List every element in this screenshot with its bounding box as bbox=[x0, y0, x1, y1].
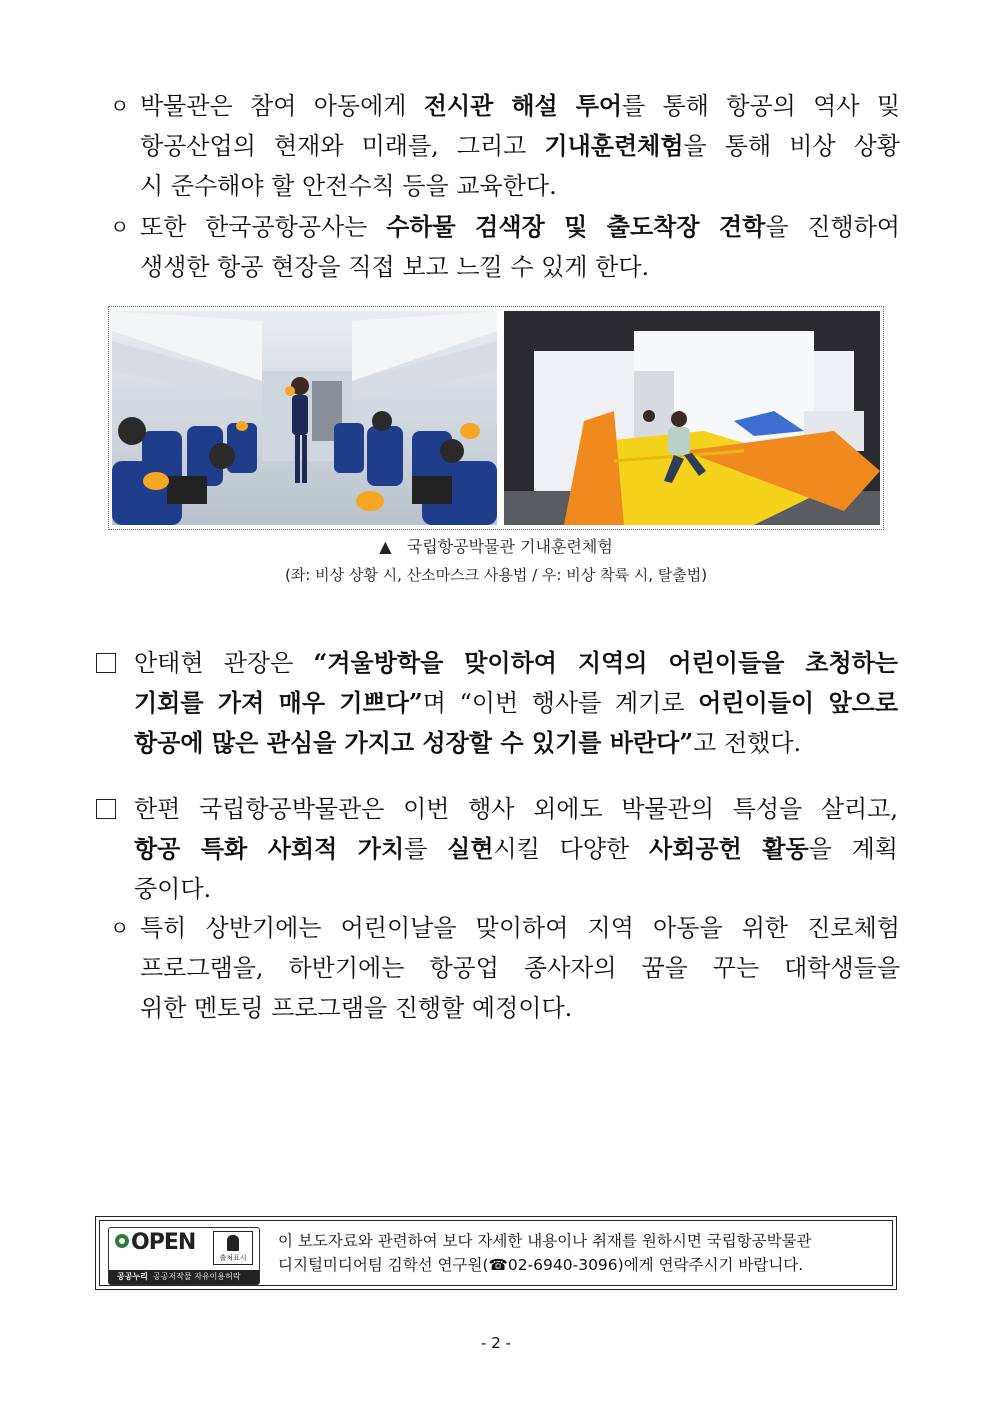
text-line: 시 준수해야 할 안전수칙 등을 교육한다. bbox=[140, 172, 557, 200]
page-number: - 2 - bbox=[481, 1334, 511, 1352]
text-line bbox=[134, 648, 898, 678]
photo-frame bbox=[108, 306, 884, 530]
text-line: 위한 멘토링 프로그램을 진행할 예정이다. bbox=[140, 994, 573, 1022]
text-run: 며 “이번 행사를 계기로 bbox=[422, 689, 699, 717]
bold-run: 항공 특화 사회적 가치 bbox=[134, 834, 405, 863]
open-circle-icon bbox=[115, 1234, 129, 1248]
bold-run: 전시관 해설 투어 bbox=[423, 91, 623, 120]
person-icon bbox=[227, 1235, 239, 1251]
text-line: 특히 상반기에는 어린이날을 맞이하여 지역 아동을 위한 진로체험 bbox=[140, 914, 900, 942]
text-run: 또한 한국공항공사는 bbox=[140, 213, 387, 241]
triangle-marker: ▲ bbox=[379, 537, 392, 556]
text-line bbox=[140, 212, 900, 242]
text-line: 중이다. bbox=[134, 875, 212, 903]
text-line bbox=[134, 834, 898, 864]
text-run: 을 통해 비상 상황 bbox=[683, 132, 900, 160]
contact-inner-border bbox=[99, 1220, 893, 1286]
text-run: 시킬 다양한 bbox=[493, 835, 650, 863]
bullet-circle: ㅇ bbox=[110, 916, 130, 940]
photo-slide-training bbox=[504, 311, 880, 525]
text-run: 을 계획 bbox=[808, 835, 898, 863]
bold-run: 기회를 가져 매우 기쁘다” bbox=[134, 688, 423, 717]
text-line bbox=[140, 91, 900, 121]
attribution-label: 출처표시 bbox=[219, 1254, 247, 1262]
photo-caption-subtitle: (좌: 비상 상황 시, 산소마스크 사용법 / 우: 비상 착륙 시, 탈출법) bbox=[284, 566, 708, 584]
text-line bbox=[134, 728, 801, 758]
bold-run: 어린이들이 앞으로 bbox=[698, 688, 898, 717]
contact-line: 이 보도자료와 관련하여 보다 자세한 내용이나 취재를 원하시면 국립항공박물관 bbox=[278, 1232, 812, 1250]
square-bullet bbox=[96, 799, 116, 819]
photo-caption bbox=[0, 534, 992, 557]
bullet-circle: ㅇ bbox=[110, 215, 130, 239]
license-footer-desc: 공공저작물 자유이용허락 bbox=[153, 1272, 241, 1281]
slide-illustration bbox=[504, 311, 880, 525]
text-run: 를 통해 항공의 역사 및 bbox=[622, 92, 901, 120]
kogl-license-badge bbox=[108, 1227, 260, 1285]
photo-cabin-training bbox=[112, 311, 497, 525]
bold-run: 수하물 검색장 및 출도착장 견학 bbox=[386, 212, 766, 241]
bold-run: 실현 bbox=[447, 834, 494, 863]
text-run: 안태현 관장은 bbox=[134, 649, 314, 677]
text-line bbox=[140, 131, 900, 161]
text-run: 박물관은 참여 아동에게 bbox=[140, 92, 424, 120]
text-run: 고 전했다. bbox=[693, 729, 802, 757]
contact-line: 디지털미디어팀 김학선 연구원(☎02-6940-3096)에게 연락주시기 바랍니다. bbox=[278, 1256, 804, 1274]
attribution-badge bbox=[213, 1231, 253, 1265]
bold-run: 사회공헌 활동 bbox=[649, 834, 809, 863]
text-line: 한편 국립항공박물관은 이번 행사 외에도 박물관의 특성을 살리고, bbox=[134, 795, 898, 823]
text-run: 를 bbox=[404, 835, 448, 863]
bullet-circle: ㅇ bbox=[110, 94, 130, 118]
text-line: 프로그램을, 하반기에는 항공업 종사자의 꿈을 꾸는 대학생들을 bbox=[140, 954, 900, 982]
license-footer-bar bbox=[109, 1270, 259, 1284]
text-line: 생생한 항공 현장을 직접 보고 느낄 수 있게 한다. bbox=[140, 253, 650, 281]
caption-title: 국립항공박물관 기내훈련체험 bbox=[406, 537, 613, 556]
license-logo-text: OPEN bbox=[131, 1230, 196, 1255]
bold-run: 기내훈련체험 bbox=[544, 131, 684, 160]
square-bullet bbox=[96, 653, 116, 673]
cabin-illustration bbox=[112, 311, 497, 525]
bold-run: 항공에 많은 관심을 가지고 성장할 수 있기를 바란다” bbox=[134, 728, 694, 757]
text-line bbox=[134, 688, 898, 718]
text-run: 항공산업의 현재와 미래를, 그리고 bbox=[140, 132, 545, 160]
bold-run: “겨울방학을 맞이하여 지역의 어린이들을 초청하는 bbox=[313, 648, 898, 677]
contact-text bbox=[278, 1229, 812, 1277]
contact-box bbox=[95, 1216, 897, 1290]
license-footer-brand: 공공누리 bbox=[117, 1272, 148, 1281]
text-run: 을 진행하여 bbox=[765, 213, 900, 241]
